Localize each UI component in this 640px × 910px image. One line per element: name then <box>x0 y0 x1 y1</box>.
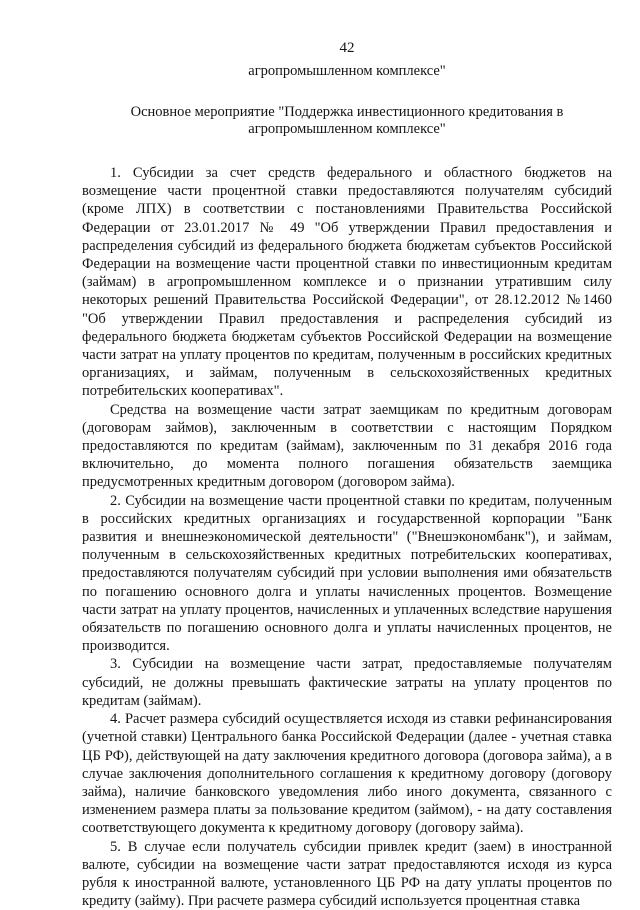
paragraph-2: 2. Субсидии на возмещение части процентной ставки по кредитам, полученным в российских кредитных организациях и государственной корпорации "Банк развития и внешнеэкономической деятельности" ("Внешэкономбанк"), и займам, полученным в сельскохозяйственных кредитных потребительских кооперативах, предоставляются получателям субсидий при условии выполнения ими обязательств по погашению основного долга и уплаты начисленных процентов. Возмещение части затрат на уплату процентов, начисленных и уплаченных вследствие нарушения обязательств по погашению основного долга и уплаты начисленных процентов, не производится. <box>82 492 612 655</box>
section-heading: Основное мероприятие "Поддержка инвестиционного кредитования в агропромышленном комплексе" <box>130 104 564 137</box>
page-number: 42 <box>339 40 355 56</box>
continued-heading-line: агропромышленном комплексе" <box>248 63 446 79</box>
paragraph-5: 5. В случае если получатель субсидии привлек кредит (заем) в иностранной валюте, субсидии на возмещение части затрат предоставляются исходя из курса рубля к иностранной валюте, установленного ЦБ РФ на дату уплаты процентов по кредиту (займу). При расчете размера субсидий используется процентная ставка <box>82 838 612 910</box>
paragraph-3: 3. Субсидии на возмещение части затрат, предоставляемые получателям субсидий, не должны превышать фактические затраты на уплату процентов по кредитам (займам). <box>82 656 612 709</box>
paragraph-1: 1. Субсидии за счет средств федерального и областного бюджетов на возмещение части процентной ставки предоставляются получателям субсидий (кроме ЛПХ) в соответствии с постановлениями Правительства Российской Федерации от 23.01.2017 № 49 "Об утверждении Правил предоставления и распределения субсидий из федерального бюджета бюджетам субъектов Российской Федерации на возмещение части процентной ставки по инвестиционным кредитам (займам) в агропромышленном комплексе и о признании утратившим силу некоторых решений Правительства Российской Федерации", от 28.12.2012 №1460 "Об утверждении Правил предоставления и распределения субсидий из федерального бюджета бюджетам субъектов Российской Федерации на возмещение части затрат на уплату процентов по кредитам, полученным в российских кредитных организациях, и займам, полученным в сельскохозяйственных кредитных потребительских кооперативах". <box>82 165 612 400</box>
paragraph-1-continuation: Средства на возмещение части затрат заемщикам по кредитным договорам (договорам займов), заключенным в соответствии с настоящим Порядком предоставляются по кредитам (займам), заключенным по 31 декабря 2016 года включительно, до момента полного погашения обязательств заемщика предусмотренных кредитным договором (договором займа). <box>82 401 612 491</box>
paragraph-4: 4. Расчет размера субсидий осуществляется исходя из ставки рефинансирования (учетной ставки) Центрального банка Российской Федерации (далее - учетная ставка ЦБ РФ), действующей на дату заключения кредитного договора (договора займа), а в случае заключения дополнительного соглашения к кредитному договору (договору займа), наличие банковского уведомления либо иного документа, связанного с изменением размера платы за пользование кредитом (займом), - на дату составления соответствующего документа к кредитному договору (договору займа). <box>82 711 612 837</box>
